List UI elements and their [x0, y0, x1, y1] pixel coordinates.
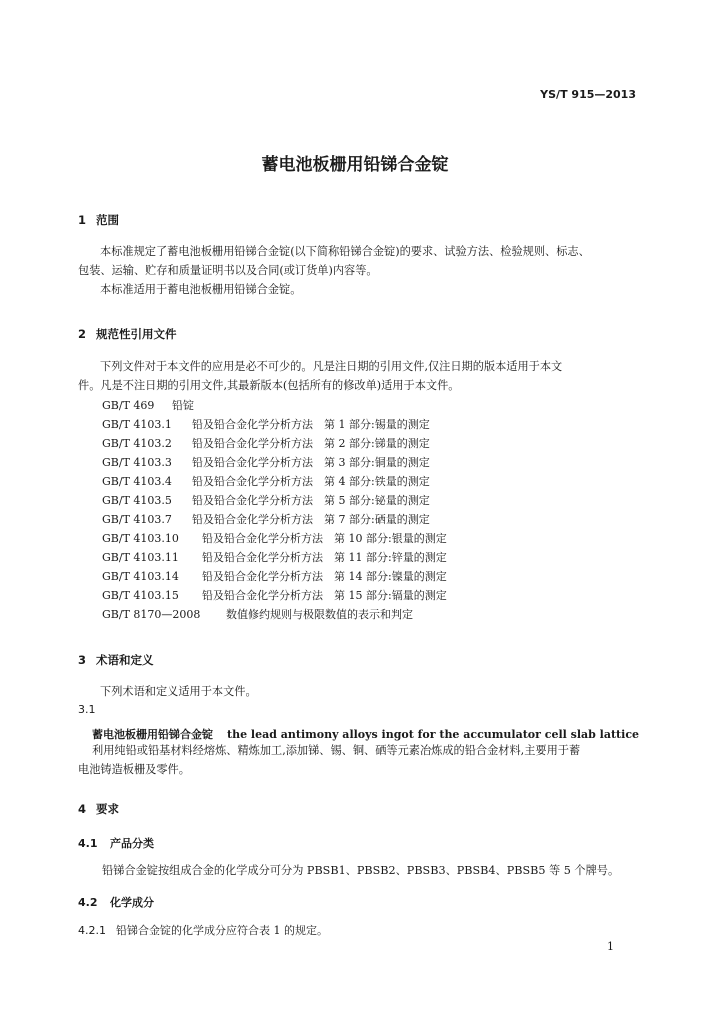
reference-title: 铅及铅合金化学分析方法 第 11 部分:锌量的测定	[202, 551, 447, 564]
reference-code: GB/T 4103.15	[102, 589, 179, 602]
section-number: 1	[78, 213, 87, 227]
reference-code: GB/T 4103.7	[102, 513, 172, 526]
term-definition-line-1: 利用纯铅或铅基材料经熔炼、精炼加工,添加锑、锡、铜、硒等元素冶炼成的铅合金材料,主要用于蓄	[92, 744, 581, 757]
reference-title: 铅及铅合金化学分析方法 第 7 部分:硒量的测定	[192, 513, 430, 526]
reference-code: GB/T 4103.5	[102, 494, 172, 507]
reference-title: 铅及铅合金化学分析方法 第 5 部分:铋量的测定	[192, 494, 430, 507]
subsection-4-1-heading	[78, 835, 154, 851]
reference-code: GB/T 4103.1	[102, 418, 172, 431]
reference-code: GB/T 4103.4	[102, 475, 172, 488]
term-definition-line-2: 电池铸造板栅及零件。	[78, 763, 190, 776]
standard-number: YS/T 915—2013	[540, 88, 636, 101]
term-number: 3.1	[78, 703, 96, 716]
reference-item	[102, 434, 430, 453]
reference-title: 铅及铅合金化学分析方法 第 14 部分:镍量的测定	[202, 570, 447, 583]
reference-item	[102, 567, 447, 586]
section-title: 规范性引用文件	[96, 327, 177, 341]
reference-item	[102, 548, 447, 567]
subsection-title: 化学成分	[110, 896, 154, 909]
clause-4-2-1	[78, 922, 328, 938]
references-intro-line-2: 件。凡是不注日期的引用文件,其最新版本(包括所有的修改单)适用于本文件。	[78, 379, 460, 392]
reference-code: GB/T 4103.14	[102, 570, 179, 583]
terms-intro: 下列术语和定义适用于本文件。	[100, 685, 257, 698]
section-4-heading	[78, 801, 119, 817]
document-title: 蓄电池板栅用铅锑合金锭	[261, 155, 449, 175]
subsection-number: 4.2	[78, 896, 98, 909]
reference-item	[102, 510, 430, 529]
section-title: 术语和定义	[96, 653, 154, 667]
reference-item	[102, 415, 430, 434]
reference-code: GB/T 469	[102, 399, 155, 412]
reference-title: 铅锭	[172, 399, 194, 412]
section-number: 4	[78, 802, 87, 816]
reference-code: GB/T 4103.11	[102, 551, 179, 564]
reference-title: 铅及铅合金化学分析方法 第 15 部分:镉量的测定	[202, 589, 447, 602]
section-2-heading	[78, 326, 177, 342]
reference-code: GB/T 8170—2008	[102, 608, 201, 621]
reference-item	[102, 529, 447, 548]
subsection-title: 产品分类	[110, 837, 154, 850]
reference-title: 铅及铅合金化学分析方法 第 1 部分:锡量的测定	[192, 418, 430, 431]
product-classification-text: 铅锑合金锭按组成合金的化学成分可分为 PBSB1、PBSB2、PBSB3、PBSB4、PBSB5 等 5 个牌号。	[102, 864, 620, 877]
reference-item	[102, 586, 447, 605]
clause-number: 4.2.1	[78, 924, 106, 937]
term-english: the lead antimony alloys ingot for the accumulator cell slab lattice	[227, 728, 640, 741]
reference-title: 数值修约规则与极限数值的表示和判定	[226, 608, 413, 621]
reference-item	[102, 472, 430, 491]
section-3-heading	[78, 652, 154, 668]
reference-title: 铅及铅合金化学分析方法 第 3 部分:铜量的测定	[192, 456, 430, 469]
term-entry	[92, 723, 639, 742]
scope-paragraph-1-line-2: 包装、运输、贮存和质量证明书以及合同(或订货单)内容等。	[78, 264, 378, 277]
section-title: 范围	[96, 213, 119, 227]
subsection-4-2-heading	[78, 894, 154, 910]
reference-title: 铅及铅合金化学分析方法 第 4 部分:铁量的测定	[192, 475, 430, 488]
clause-text: 铅锑合金锭的化学成分应符合表 1 的规定。	[116, 924, 328, 937]
term-chinese: 蓄电池板栅用铅锑合金锭	[92, 728, 213, 741]
reference-title: 铅及铅合金化学分析方法 第 2 部分:锑量的测定	[192, 437, 430, 450]
reference-code: GB/T 4103.3	[102, 456, 172, 469]
reference-code: GB/T 4103.2	[102, 437, 172, 450]
reference-title: 铅及铅合金化学分析方法 第 10 部分:银量的测定	[202, 532, 447, 545]
section-1-heading	[78, 212, 119, 228]
section-number: 3	[78, 653, 87, 667]
page-number: 1	[607, 940, 614, 953]
reference-item	[102, 491, 430, 510]
reference-item	[102, 396, 194, 415]
subsection-number: 4.1	[78, 837, 98, 850]
references-intro-line-1: 下列文件对于本文件的应用是必不可少的。凡是注日期的引用文件,仅注日期的版本适用于本文	[100, 360, 563, 373]
section-number: 2	[78, 327, 87, 341]
reference-item	[102, 453, 430, 472]
reference-item	[102, 605, 413, 624]
scope-paragraph-2: 本标准适用于蓄电池板栅用铅锑合金锭。	[100, 283, 302, 296]
scope-paragraph-1-line-1: 本标准规定了蓄电池板栅用铅锑合金锭(以下简称铅锑合金锭)的要求、试验方法、检验规则、标志、	[100, 245, 590, 258]
section-title: 要求	[96, 802, 119, 816]
reference-code: GB/T 4103.10	[102, 532, 179, 545]
